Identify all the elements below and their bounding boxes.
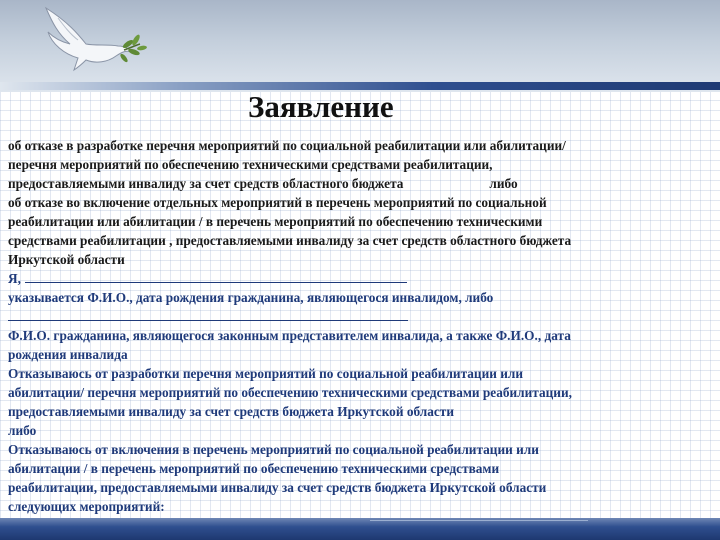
- text-line: Иркутской области: [8, 252, 125, 267]
- text-line: рождения инвалида: [8, 347, 128, 362]
- document-body: [8, 136, 714, 516]
- hint-line: указывается Ф.И.О., дата рождения гражданина, являющегося инвалидом, либо: [8, 290, 494, 305]
- text-line: реабилитации или абилитации / в перечень мероприятий по обеспечению техническими: [8, 214, 543, 229]
- page-title: Заявление: [248, 89, 394, 124]
- name-blank-line: [25, 269, 407, 283]
- blank-line: [8, 307, 408, 321]
- text-line: Отказываюсь от включения в перечень мероприятий по социальной реабилитации или: [8, 442, 539, 457]
- text-line: абилитации / в перечень мероприятий по обеспечению техническими средствами: [8, 461, 500, 476]
- text-line: Ф.И.О. гражданина, являющегося законным представителем инвалида, а также Ф.И.О., дата: [8, 328, 571, 343]
- text-line: об отказе в разработке перечня мероприятий по социальной реабилитации или абилитации/: [8, 138, 566, 153]
- text-line: реабилитации, предоставляемыми инвалиду за счет средств бюджета Иркутской области: [8, 480, 547, 495]
- dove-with-olive-branch-icon: [38, 4, 148, 84]
- blank-line-row: [8, 307, 714, 326]
- text-line-part: предоставляемыми инвалиду за счет средств областного бюджета: [8, 176, 404, 191]
- i-label: Я,: [8, 271, 21, 286]
- text-line: следующих мероприятий:: [8, 499, 165, 514]
- text-line: средствами реабилитации , предоставляемыми инвалиду за счет средств областного бюджета: [8, 233, 572, 248]
- either-label: либо: [489, 176, 518, 191]
- either-label: либо: [8, 423, 37, 438]
- text-line: абилитации/ перечня мероприятий по обеспечению техническими средствами реабилитации,: [8, 385, 572, 400]
- text-line: перечня мероприятий по обеспечению техническими средствами реабилитации,: [8, 157, 493, 172]
- text-line: об отказе во включение отдельных мероприятий в перечень мероприятий по социальной: [8, 195, 547, 210]
- footer-band: [0, 518, 720, 540]
- text-line: Отказываюсь от разработки перечня мероприятий по социальной реабилитации или: [8, 366, 524, 381]
- name-entry-line: [8, 269, 714, 288]
- text-line: [8, 174, 714, 193]
- text-line: предоставляемыми инвалиду за счет средств бюджета Иркутской области: [8, 404, 454, 419]
- footer-rule: [370, 520, 588, 521]
